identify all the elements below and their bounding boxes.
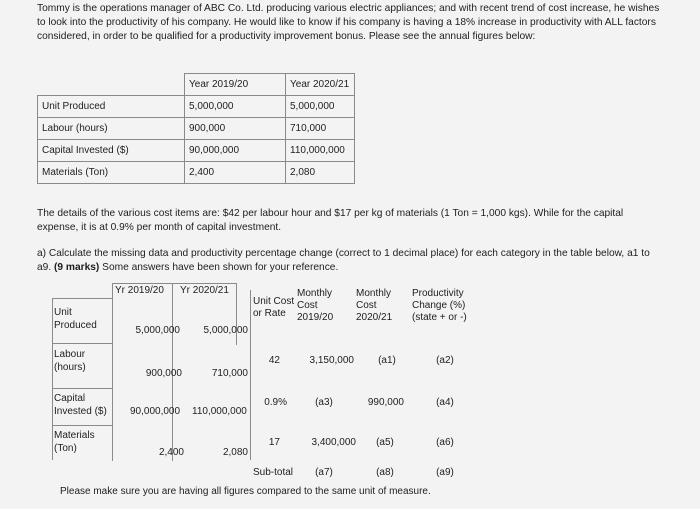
note-text: Please make sure you are having all figures compared to the same unit of measure. <box>60 486 431 497</box>
header-monthly-cost-2020: Monthly Cost 2020/21 <box>356 288 393 323</box>
row-label-capital: Capital Invested ($) <box>54 393 107 417</box>
table-row: Unit Produced 5,000,000 5,000,000 <box>38 96 355 118</box>
subtotal-label: Sub-total <box>253 467 294 478</box>
intro-paragraph: Tommy is the operations manager of ABC Co. Ltd. producing various electric appliances; and with recent trend of cost increase, he wishes to look into the productivity of his company. He would like to know if his company is having a 18% increase in productivity with ALL factors considered, in order to be qualified for a productivity improvement bonus. Please see the annual figures below: <box>37 3 660 42</box>
table-row: Labour (hours) 900,000 710,000 <box>38 118 355 140</box>
header-unit-cost: Unit Cost or Rate <box>253 296 295 319</box>
marks-label: (9 marks) <box>54 262 100 273</box>
table-row: Capital Invested ($) 90,000,000 110,000,000 <box>38 140 355 162</box>
row-label-labour: Labour (hours) <box>54 349 86 373</box>
header-yr-2019: Yr 2019/20 <box>115 285 164 296</box>
header-productivity-change: Productivity Change (%) (state + or -) <box>412 288 467 323</box>
header-year-2020: Year 2020/21 <box>286 74 355 96</box>
row-label-unit-produced: Unit Produced <box>54 307 97 331</box>
table-header-row <box>38 74 355 96</box>
row-label-materials: Materials (Ton) <box>54 430 95 454</box>
header-yr-2020: Yr 2020/21 <box>180 285 229 296</box>
table-row: Materials (Ton) 2,400 2,080 <box>38 162 355 184</box>
cost-details-paragraph: The details of the various cost items are: $42 per labour hour and $17 per kg of materials (1 Ton = 1,000 kgs). While for the capital expense, it is at 0.9% per month of capital investment. <box>37 208 624 233</box>
header-monthly-cost-2019: Monthly Cost 2019/20 <box>297 288 334 323</box>
question-a: a) Calculate the missing data and productivity percentage change (correct to 1 decimal place) for each category in the table below, a1 to a9. (9 marks) Some answers have been shown for your reference. <box>37 248 650 273</box>
annual-figures-table <box>37 73 355 184</box>
header-year-2019: Year 2019/20 <box>185 74 286 96</box>
